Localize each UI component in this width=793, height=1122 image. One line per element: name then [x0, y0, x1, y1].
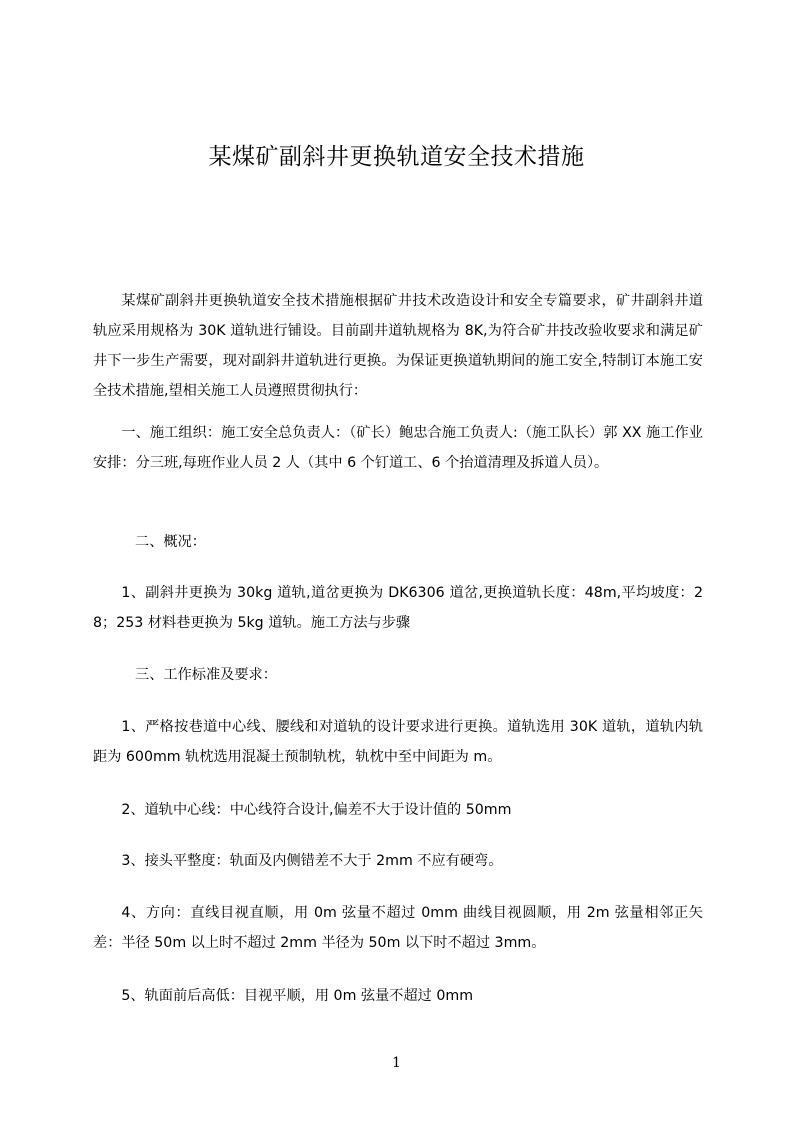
intro-paragraph: 某煤矿副斜井更换轨道安全技术措施根据矿井技术改造设计和安全专篇要求，矿井副斜井道轨应采用规格为 30K 道轨进行铺设。目前副井道轨规格为 8K,为符合矿井技改验收要求和满足矿井下一步生产需要，现对副斜井道轨进行更换。为保证更换道轨期间的施工安全,特制订本施工安全技术措施,望相关施工人员遵照贯彻执行： [93, 293, 703, 399]
standard-item-1: 1、严格按巷道中心线、腰线和对道轨的设计要求进行更换。道轨选用 30K 道轨，道轨内轨距为 600mm 轨枕选用混凝土预制轨枕，轨枕中至中间距为 m。 [93, 719, 703, 765]
standard-item-2: 2、道轨中心线：中心线符合设计,偏差不大于设计值的 50mm [121, 802, 512, 818]
page-number: 1 [392, 1055, 401, 1071]
standard-item-4: 4、方向：直线目视直顺，用 0m 弦量不超过 0mm 曲线目视圆顺，用 2m 弦量相邻正矢差：半径 50m 以上时不超过 2mm 半径为 50m 以下时不超过 3mm。 [93, 905, 703, 951]
section-organization: 一、施工组织：施工安全总负责人：（矿长）鲍忠合施工负责人:（施工队长）郭 XX 施工作业安排：分三班,每班作业人员 2 人（其中 6 个钉道工、6 个抬道清理及拆道人员）。 [93, 425, 703, 471]
standard-item-3: 3、接头平整度：轨面及内侧错差不大于 2mm 不应有硬弯。 [121, 853, 503, 869]
document-title: 某煤矿副斜井更换轨道安全技术措施 [208, 144, 585, 170]
overview-item-1: 1、副斜井更换为 30kg 道轨,道岔更换为 DK6306 道岔,更换道轨长度：48m,平均坡度：28；253 材料巷更换为 5kg 道轨。施工方法与步骤 [93, 585, 703, 631]
section-overview-heading: 二、概况： [135, 534, 206, 550]
standard-item-5: 5、轨面前后高低：目视平顺，用 0m 弦量不超过 0mm [121, 988, 474, 1004]
section-standards-heading: 三、工作标准及要求： [135, 667, 277, 683]
